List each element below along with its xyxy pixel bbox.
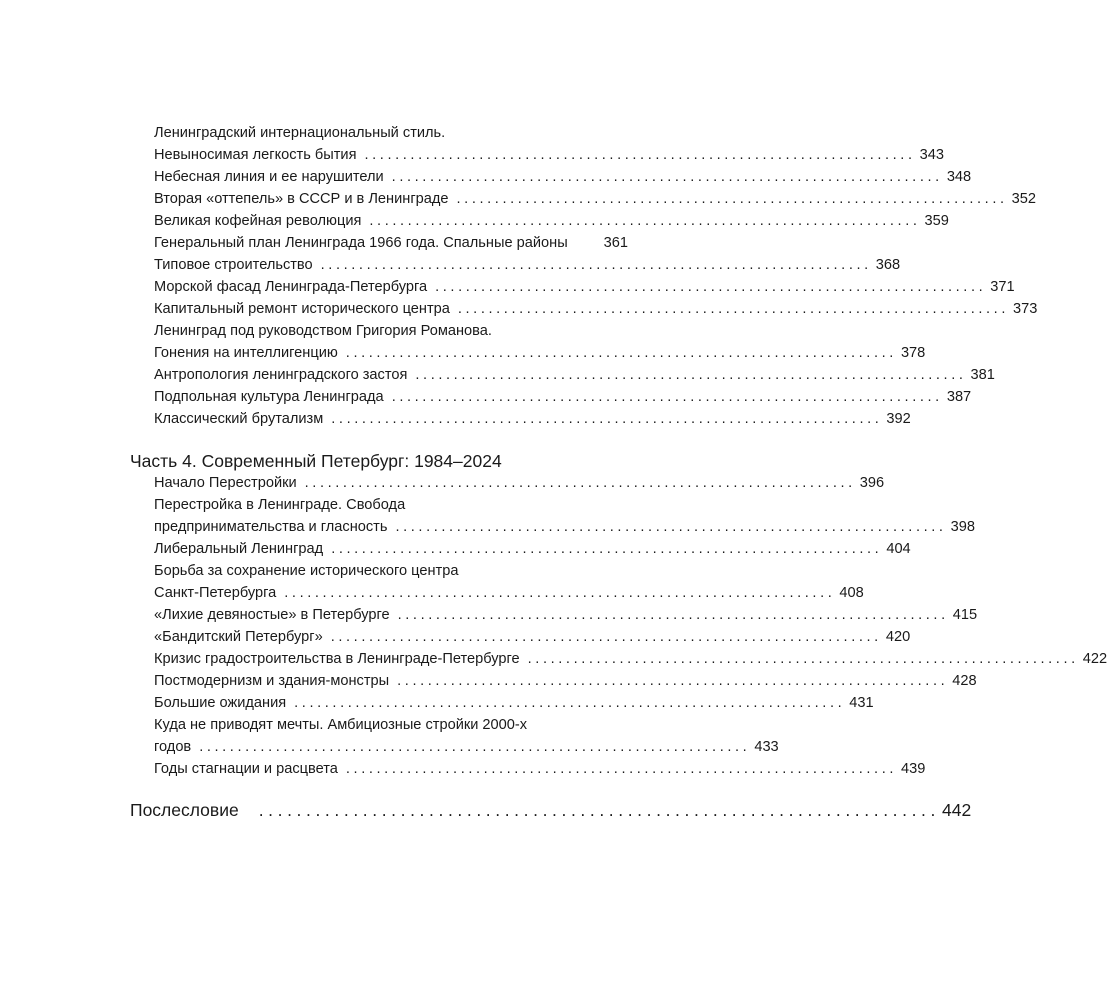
leader-dots: ........................................................................: [395, 519, 947, 535]
toc-entry-title: Невыносимая легкость бытия: [154, 147, 357, 163]
leader-dots: ........................................................................: [258, 800, 940, 820]
toc-entry-title: годов: [154, 739, 192, 755]
toc-page-number: 420: [885, 629, 911, 645]
toc-entry: [154, 736, 779, 758]
toc-entry-title: Вторая «оттепель» в СССР и в Ленинграде: [154, 191, 449, 207]
toc-page-number: 392: [886, 411, 911, 427]
afterword-entry: [130, 797, 972, 823]
toc-entry: [154, 604, 978, 626]
toc-entry: [154, 320, 628, 342]
toc-entry-title: Постмодернизм и здания-монстры: [154, 673, 390, 689]
toc-page-number: 415: [952, 607, 978, 623]
toc-entry-title: Большие ожидания: [154, 695, 287, 711]
toc-entry: [154, 626, 911, 648]
toc-entry-title: Антропология ленинградского застоя: [154, 367, 408, 383]
leader-dots: ........................................................................: [284, 585, 836, 601]
toc-entry-title: Великая кофейная революция: [154, 213, 362, 229]
toc-entry-title: Ленинград под руководством Григория Романова.: [154, 323, 492, 339]
toc-entry-title: «Бандитский Петербург»: [154, 629, 323, 645]
toc-entry-title: Годы стагнации и расцвета: [154, 761, 338, 777]
toc-entry-title: Классический брутализм: [154, 411, 324, 427]
toc-entry: [154, 648, 1107, 670]
toc-entry-title: Перестройка в Ленинграде. Свобода: [154, 497, 406, 513]
toc-page-number: 396: [859, 475, 885, 491]
toc-page-number: 387: [946, 389, 972, 405]
toc-entry: [154, 408, 911, 430]
toc-entry: [154, 560, 628, 582]
toc-entry: [154, 670, 977, 692]
toc-entry: [154, 494, 628, 516]
leader-dots: ........................................................................: [397, 607, 949, 623]
toc-entry: [154, 582, 864, 604]
leader-dots: ........................................................................: [391, 169, 943, 185]
toc-entry-title: предпринимательства и гласность: [154, 519, 388, 535]
leader-dots: ........................................................................: [391, 389, 943, 405]
afterword-title: Послесловие: [130, 800, 239, 820]
toc-entry: [154, 758, 926, 780]
part-heading: Часть 4. Современный Петербург: 1984–2024: [130, 451, 502, 471]
toc-page-number: 348: [946, 169, 972, 185]
toc-page-number: 398: [950, 519, 975, 535]
toc-entry-title: Капитальный ремонт исторического центра: [154, 301, 450, 317]
toc-entry-title: Борьба за сохранение исторического центра: [154, 563, 459, 579]
leader-dots: ........................................................................: [345, 761, 898, 777]
leader-dots: ........................................................................: [364, 147, 916, 163]
toc-entry-title: Либеральный Ленинград: [154, 541, 324, 557]
toc-entry-title: Гонения на интеллигенцию: [154, 345, 338, 361]
leader-dots: ........................................................................: [397, 673, 949, 689]
toc-entry: [154, 714, 628, 736]
leader-dots: ........................................................................: [435, 279, 987, 295]
toc-page-number: 408: [839, 585, 864, 601]
toc-entry: [154, 472, 885, 494]
toc-page-number: 378: [900, 345, 926, 361]
toc-entry: [154, 144, 944, 166]
toc-entry-title: Типовое строительство: [154, 257, 313, 273]
toc-entry: [154, 516, 975, 538]
toc-entry-title: Морской фасад Ленинграда-Петербурга: [154, 279, 428, 295]
toc-page-number: 428: [952, 673, 977, 689]
toc-entry: [154, 188, 1037, 210]
toc-entry: [154, 166, 972, 188]
toc-entry-title: Генеральный план Ленинграда 1966 года. Спальные районы: [154, 235, 568, 251]
toc-page-number: 381: [970, 367, 995, 383]
leader-dots: ........................................................................: [331, 541, 883, 557]
toc-entry: [154, 254, 901, 276]
leader-dots: ........................................................................: [320, 257, 872, 273]
toc-page-number: 371: [990, 279, 1015, 295]
toc-entry: [154, 276, 1015, 298]
leader-dots: ........................................................................: [330, 629, 882, 645]
leader-dots: ........................................................................: [345, 345, 897, 361]
toc-page-number: 373: [1013, 301, 1038, 317]
toc-entry: [154, 364, 995, 386]
toc-page-number: 359: [924, 213, 949, 229]
leader-dots: ........................................................................: [331, 411, 883, 427]
toc-entry-title: Санкт-Петербурга: [154, 585, 277, 601]
leader-dots: ........................................................................: [456, 191, 1008, 207]
toc-entry-title: «Лихие девяностые» в Петербурге: [154, 607, 390, 623]
toc-page-number: 404: [886, 541, 911, 557]
toc-page-number: 433: [754, 739, 779, 755]
leader-dots: ........................................................................: [527, 651, 1079, 667]
toc-entry-title: Небесная линия и ее нарушители: [154, 169, 384, 185]
toc-entry: [154, 386, 972, 408]
toc-entry: [154, 538, 911, 560]
toc-entry: [154, 298, 1038, 320]
leader-dots: ........................................................................: [304, 475, 856, 491]
toc-entry-title: Куда не приводят мечты. Амбициозные стройки 2000-х: [154, 717, 528, 733]
afterword-page-number: 442: [941, 800, 972, 820]
toc-page-number: 368: [875, 257, 901, 273]
toc-page-number: 361: [603, 235, 628, 251]
toc-entry-title: Подпольная культура Ленинграда: [154, 389, 384, 405]
leader-dots: ........................................................................: [457, 301, 1009, 317]
leader-dots: ........................................................................: [199, 739, 751, 755]
toc-page-number: 343: [919, 147, 944, 163]
toc-page-number: 422: [1082, 651, 1107, 667]
toc-entry: [154, 210, 949, 232]
toc-page-number: 352: [1011, 191, 1037, 207]
toc-entry-title: Начало Перестройки: [154, 475, 297, 491]
leader-dots: ........................................................................: [369, 213, 921, 229]
toc-entry: [154, 122, 628, 144]
toc-entry-title: Ленинградский интернациональный стиль.: [154, 125, 446, 141]
toc-entry-title: Кризис градостроительства в Ленинграде-Петербурге: [154, 651, 520, 667]
toc-entry: [154, 692, 874, 714]
leader-dots: ........................................................................: [294, 695, 846, 711]
toc-page-number: 439: [901, 761, 926, 777]
toc-entry: [154, 232, 628, 254]
leader-dots: ........................................................................: [415, 367, 967, 383]
toc-page-number: 431: [849, 695, 874, 711]
toc-entry: [154, 342, 926, 364]
